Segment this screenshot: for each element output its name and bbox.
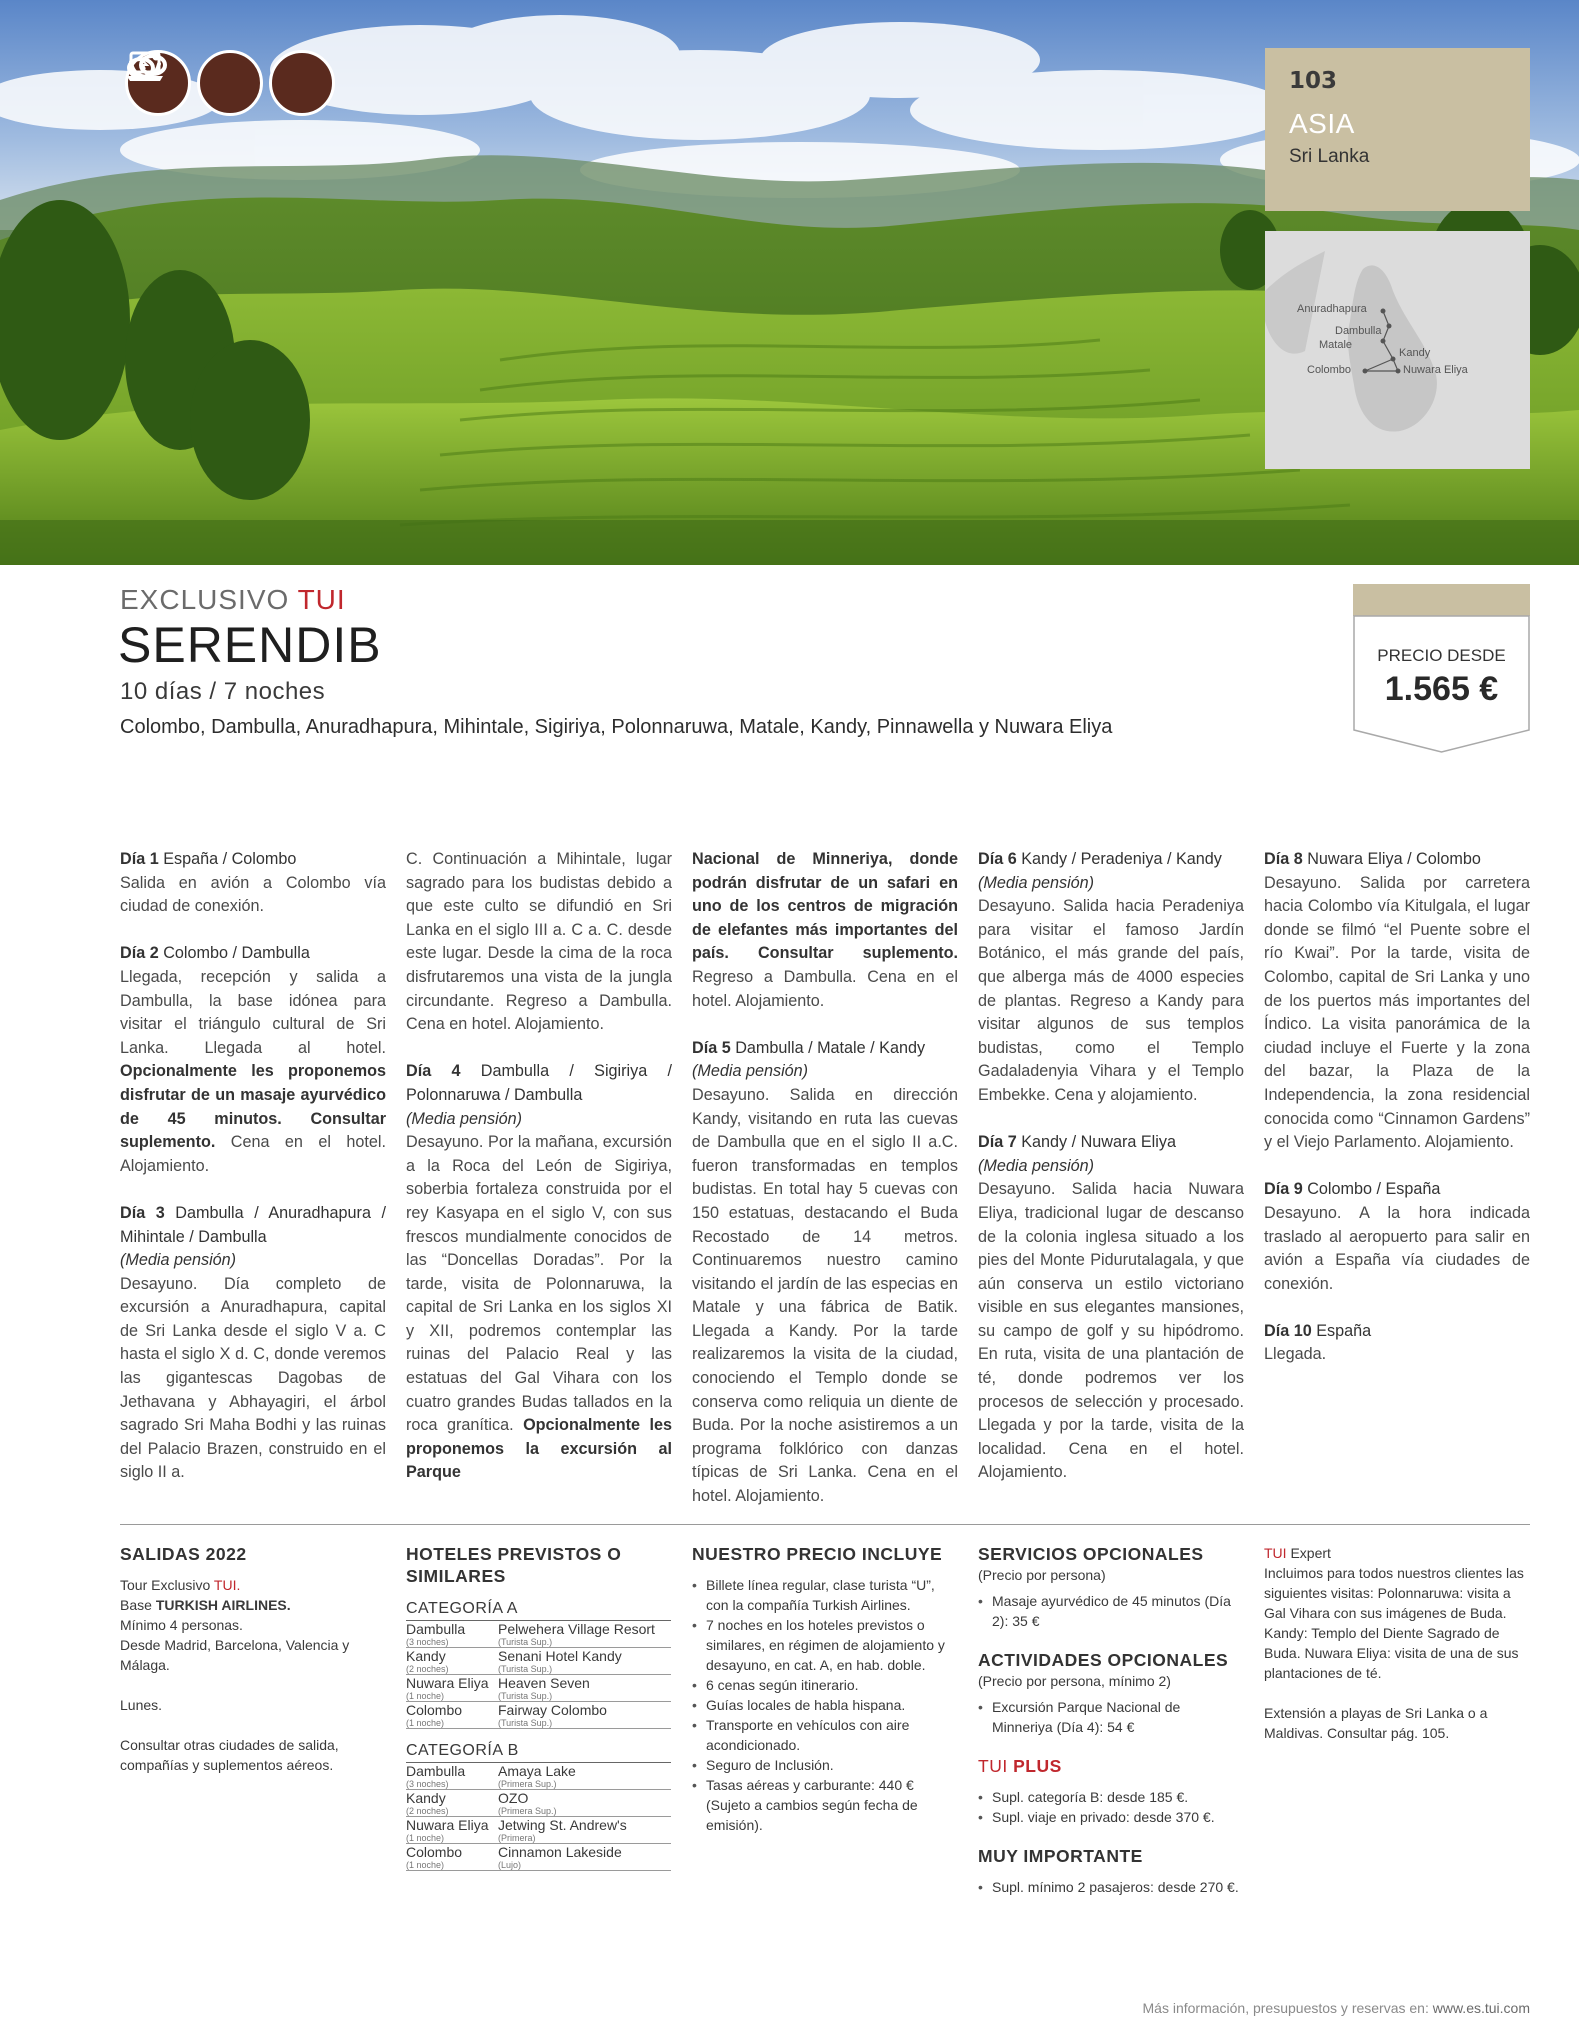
- day-title: Nuwara Eliya / Colombo: [1307, 850, 1481, 868]
- hotel-name-cell: [498, 1648, 671, 1675]
- map-label-colombo: Colombo: [1307, 364, 1352, 376]
- itinerary-day-3: [120, 1202, 386, 1485]
- tui-plus-word: PLUS: [1013, 1756, 1062, 1776]
- hotel-row: [406, 1844, 671, 1871]
- day-text: C. Continuación a Mihintale, lugar sagrado para los budistas debido a que este culto se difundió en Sri Lanka en el siglo III a. C a. C. desde este lugar. Desde la cima de la roca disfrutaremos una vista de la jungla circundante. Regreso a Dambulla. Cena en hotel. Alojamiento.: [406, 850, 672, 1034]
- page-title: SERENDIB: [118, 617, 382, 673]
- hotel-row: [406, 1702, 671, 1729]
- hotel-city-cell: [406, 1790, 498, 1817]
- day-title: Dambulla / Sigiriya / Polonnaruwa / Dambulla: [406, 1062, 672, 1104]
- day-text: Cena en el hotel. Alojamiento.: [120, 1133, 386, 1175]
- price-label: PRECIO DESDE: [1377, 646, 1506, 665]
- map-label-matale: Matale: [1319, 339, 1353, 351]
- important-heading: MUY IMPORTANTE: [978, 1846, 1143, 1866]
- meal-plan: (Media pensión): [978, 1156, 1095, 1175]
- hotel-city-cell: [406, 1702, 498, 1729]
- route-map: [1265, 231, 1530, 469]
- map-label-anuradhapura: Anuradhapura: [1297, 303, 1367, 315]
- hotel-city: Kandy: [406, 1790, 446, 1806]
- hotel-category: (Primera): [498, 1833, 536, 1843]
- optional-services-heading: SERVICIOS OPCIONALES: [978, 1544, 1204, 1564]
- includes-heading: NUESTRO PRECIO INCLUYE: [692, 1544, 943, 1564]
- day-number: Día 9: [1264, 1180, 1303, 1199]
- day-text: Regreso a Dambulla. Cena en el hotel. Alojamiento.: [692, 967, 958, 1010]
- hotel-category: (Primera Sup.): [498, 1779, 557, 1789]
- day-text: Desayuno. Por la mañana, excursión a la Roca del León de Sigiriya, soberbia fortaleza construida por el rey Kasyapa en el siglo V, con sus frescos mundialmente conocidos de las “Doncellas Doradas”. Por la tarde, visita de Polonnaruwa, la capital de Sri Lanka en los siglos XI y XII, podremos contemplar las ruinas del Palacio Real y las estatuas del Gal Vihara con los cuatro grandes Budas tallados en la roca granítica.: [406, 1133, 672, 1435]
- tui-expert-text: Incluimos para todos nuestros clientes las siguientes visitas: Polonnaruwa: visita a Gal Vihara con sus imágenes de Buda. Kandy: Templo del Diente Sagrado de Buda. Nuwara Eliya: visita de una de sus plantaciones de té.: [1264, 1565, 1524, 1681]
- day-text: Desayuno. Salida hacia Peradeniya para visitar el famoso Jardín Botánico, el más grande del país, que alberga más de 4000 especies de plantas. Regreso a Kandy para visitar algunos de sus templos budistas, como el Templo Gadaladenyia Vihara y el Templo Embekke. Cena y alojamiento.: [978, 897, 1244, 1104]
- hotel-nights: (1 noche): [406, 1718, 445, 1728]
- itinerary-column-4: [978, 848, 1244, 1509]
- departures-days: Lunes.: [120, 1697, 163, 1713]
- list-item: • Billete línea regular, clase turista “U”, con la compañía Turkish Airlines.: [692, 1575, 957, 1615]
- day-text: Desayuno. Día completo de excursión a Anuradhapura, capital de Sri Lanka desde el siglo V a. C hasta el siglo X d. C, donde veremos las gigantescas Dagobas de Jethavana y Abhayagiri, el árbol sagrado Sri Maha Bodhi y las ruinas del Palacio Brazen, construido en el siglo II a.: [120, 1274, 386, 1482]
- hotel-name-cell: [498, 1790, 671, 1817]
- list-item: • Seguro de Inclusión.: [692, 1755, 957, 1775]
- hotel-nights: (1 noche): [406, 1860, 445, 1870]
- itinerary-day-2: [120, 942, 386, 1178]
- region-label: ASIA: [1289, 108, 1355, 139]
- hotel-name: OZO: [498, 1790, 529, 1806]
- itinerary-day-3-cont: [406, 848, 672, 1037]
- hotel-row: [406, 1790, 671, 1817]
- day-title: España: [1316, 1321, 1372, 1340]
- itinerary-column-3: [692, 848, 958, 1532]
- tui-logo-icon: [269, 50, 335, 116]
- category-a-table: [406, 1621, 671, 1729]
- departures-cities: Desde Madrid, Barcelona, Valencia y Málaga.: [120, 1637, 350, 1673]
- hotel-nights: (3 noches): [406, 1637, 449, 1647]
- meal-plan: (Media pensión): [406, 1109, 523, 1128]
- day-highlight: Opcionalmente les proponemos disfrutar de un masaje ayurvédico de 45 minutos. Consultar suplemento.: [120, 1062, 386, 1152]
- itinerary-day-5: [692, 1037, 958, 1509]
- kicker-brand: TUI: [297, 584, 346, 615]
- day-title: Kandy / Nuwara Eliya: [1021, 1133, 1176, 1152]
- hotel-name: Jetwing St. Andrew's: [498, 1817, 627, 1833]
- map-label-nuwara-eliya: Nuwara Eliya: [1403, 364, 1468, 376]
- map-label-kandy: Kandy: [1399, 347, 1431, 359]
- hotel-category: (Turista Sup.): [498, 1718, 553, 1728]
- day-text: Desayuno. Salida hacia Nuwara Eliya, tradicional lugar de descanso de la colonia inglesa situado a los pies del Monte Pidurutalagala, y que aún conserva un estilo victoriano visible en sus elegantes mansiones, su campo de golf y su hipódromo. En ruta, visita de una plantación de té, donde podremos ver los procesos de selección y procesado. Llegada y por la tarde, visita de la localidad. Cena en el hotel. Alojamiento.: [978, 1180, 1244, 1482]
- tui-expert-section: [1264, 1543, 1530, 1743]
- departures-tour: [120, 1575, 360, 1595]
- list-item: • Supl. viaje en privado: desde 370 €.: [978, 1807, 1243, 1827]
- hotel-nights: (1 noche): [406, 1833, 445, 1843]
- day-text: Desayuno. Salida en dirección Kandy, visitando en ruta las cuevas de Dambulla que en el siglo II a.C. fueron transformadas en templos budistas. En total hay 5 cuevas con 150 estatuas, destacando el Buda Recostado de 14 metros. Continuaremos nuestro camino visitando el jardín de las especias en Matale y una fábrica de Batik. Llegada a Kandy. Por la tarde realizaremos la visita de la ciudad, conociendo el Templo donde se conserva como reliquia un diente de Buda. Por la noche asistiremos a un programa folklórico con danzas típicas de Sri Lanka. Cena en el hotel. Alojamiento.: [692, 1085, 958, 1506]
- hotel-name: Fairway Colombo: [498, 1702, 607, 1718]
- itinerary-day-7: [978, 1131, 1244, 1485]
- hotel-name-cell: [498, 1844, 671, 1871]
- day-text: Llegada, recepción y salida a Dambulla, la base idónea para visitar el triángulo cultural de Sri Lanka. Llegada al hotel.: [120, 967, 386, 1057]
- hotel-category: (Turista Sup.): [498, 1691, 553, 1701]
- tui-plus-heading: [978, 1755, 1243, 1777]
- destination-box: [1265, 48, 1530, 211]
- hotel-row: [406, 1763, 671, 1790]
- day-title: Dambulla / Anuradhapura / Mihintale / Dambulla: [120, 1203, 386, 1246]
- tui-plus-brand: TUI: [978, 1756, 1008, 1776]
- hotel-city-cell: [406, 1817, 498, 1844]
- hotel-city-cell: [406, 1621, 498, 1648]
- optional-services-list: [978, 1591, 1243, 1631]
- hotel-nights: (1 noche): [406, 1691, 445, 1701]
- hotel-city-cell: [406, 1844, 498, 1871]
- list-item: • 6 cenas según itinerario.: [692, 1675, 957, 1695]
- hotel-city: Nuwara Eliya: [406, 1817, 489, 1833]
- hotel-category: (Turista Sup.): [498, 1637, 553, 1647]
- tour-prefix: Tour Exclusivo: [120, 1577, 211, 1593]
- hotel-row: [406, 1817, 671, 1844]
- important-list: [978, 1877, 1243, 1897]
- hotel-nights: (2 noches): [406, 1664, 449, 1674]
- day-number: Día 7: [978, 1133, 1017, 1152]
- day-text: Llegada.: [1264, 1345, 1327, 1364]
- hotel-name: Senani Hotel Kandy: [498, 1648, 622, 1664]
- category-b-heading: CATEGORÍA B: [406, 1741, 671, 1763]
- includes-section: [692, 1543, 957, 1835]
- tui-expert-heading: [1264, 1543, 1530, 1563]
- hotel-city: Dambulla: [406, 1621, 466, 1637]
- day-number: Día 2: [120, 944, 159, 963]
- day-highlight: Nacional de Minneriya, donde podrán disfrutar de un safari en uno de los centros de migración de elefantes más importantes del país. Consultar suplemento.: [692, 850, 958, 963]
- program-kicker: [120, 584, 346, 616]
- day-number: Día 3: [120, 1203, 165, 1222]
- price-badge: [1353, 584, 1530, 754]
- list-item: • Tasas aéreas y carburante: 440 € (Sujeto a cambios según fecha de emisión).: [692, 1775, 957, 1835]
- itinerary-day-4-cont: [692, 848, 958, 1013]
- day-number: Día 4: [406, 1062, 461, 1081]
- trip-duration: 10 días / 7 noches: [120, 678, 326, 705]
- base-prefix: Base: [120, 1597, 152, 1613]
- hotels-heading: HOTELES PREVISTOS O SIMILARES: [406, 1544, 622, 1586]
- category-a-heading: CATEGORÍA A: [406, 1599, 671, 1621]
- list-item: • Transporte en vehículos con aire acondicionado.: [692, 1715, 957, 1755]
- hotel-category: (Turista Sup.): [498, 1664, 553, 1674]
- hotel-name-cell: [498, 1763, 671, 1790]
- hotel-category: (Lujo): [498, 1860, 522, 1870]
- hotel-name-cell: [498, 1817, 671, 1844]
- hotel-city: Dambulla: [406, 1763, 466, 1779]
- hotel-nights: (2 noches): [406, 1806, 449, 1816]
- hotel-name: Cinnamon Lakeside: [498, 1844, 622, 1860]
- itinerary-day-9: [1264, 1178, 1530, 1296]
- meal-plan: (Media pensión): [978, 873, 1095, 892]
- day-title: Colombo / Dambulla: [163, 944, 310, 963]
- hotels-section: [406, 1543, 671, 1871]
- hotel-name: Amaya Lake: [498, 1763, 576, 1779]
- map-label-dambulla: Dambulla: [1335, 325, 1382, 337]
- departures-note: Consultar otras ciudades de salida, compañías y suplementos aéreos.: [120, 1737, 339, 1773]
- hotel-city: Colombo: [406, 1844, 463, 1860]
- itinerary-day-10: [1264, 1320, 1530, 1367]
- optional-section: [978, 1543, 1243, 1897]
- footer-url[interactable]: www.es.tui.com: [1432, 2000, 1530, 2016]
- day-number: Día 8: [1264, 850, 1303, 868]
- list-item: • Excursión Parque Nacional de Minneriya (Día 4): 54 €: [978, 1697, 1243, 1737]
- hotel-name: Heaven Seven: [498, 1675, 590, 1691]
- optional-services-sub: (Precio por persona): [978, 1567, 1106, 1583]
- meal-plan: (Media pensión): [120, 1251, 237, 1270]
- hotel-name: Pelwehera Village Resort: [498, 1621, 655, 1637]
- departures-minimum: Mínimo 4 personas.: [120, 1617, 243, 1633]
- rings-icon: [197, 50, 263, 116]
- hotel-city-cell: [406, 1675, 498, 1702]
- list-item: • Masaje ayurvédico de 45 minutos (Día 2): 35 €: [978, 1591, 1243, 1631]
- hotel-row: [406, 1621, 671, 1648]
- meal-plan: (Media pensión): [692, 1062, 809, 1081]
- day-title: Kandy / Peradeniya / Kandy: [1021, 850, 1222, 868]
- kicker-prefix: EXCLUSIVO: [120, 584, 290, 615]
- base-airline: TURKISH AIRLINES.: [155, 1597, 291, 1613]
- hotel-nights: (3 noches): [406, 1779, 449, 1789]
- day-title: España / Colombo: [163, 850, 297, 868]
- footer: [1000, 2000, 1530, 2016]
- category-b-table: [406, 1763, 671, 1871]
- itinerary-column-2: [406, 848, 672, 1509]
- tour-brand: TUI.: [213, 1577, 241, 1593]
- hero-image: [0, 0, 1579, 565]
- itinerary-day-4: [406, 1060, 672, 1485]
- optional-activities-list: [978, 1697, 1243, 1737]
- itinerary-day-1: [120, 848, 386, 919]
- hotel-city-cell: [406, 1648, 498, 1675]
- hotel-row: [406, 1648, 671, 1675]
- tui-expert-word: Expert: [1290, 1545, 1331, 1561]
- hotel-city-cell: [406, 1763, 498, 1790]
- hotel-category: (Primera Sup.): [498, 1806, 557, 1816]
- list-item: • Guías locales de habla hispana.: [692, 1695, 957, 1715]
- list-item: • Supl. mínimo 2 pasajeros: desde 270 €.: [978, 1877, 1243, 1897]
- itinerary-day-6: [978, 848, 1244, 1108]
- page-number: 103: [1289, 68, 1338, 94]
- trip-route: Colombo, Dambulla, Anuradhapura, Mihintale, Sigiriya, Polonnaruwa, Matale, Kandy, Pinnawella y Nuwara Eliya: [120, 716, 1113, 738]
- list-item: • 7 noches en los hoteles previstos o similares, en régimen de alojamiento y desayuno, en cat. A, en hab. doble.: [692, 1615, 957, 1675]
- sri-lanka-map: [1265, 231, 1530, 469]
- country-label: Sri Lanka: [1289, 146, 1370, 167]
- hotel-name-cell: [498, 1702, 671, 1729]
- day-text: Desayuno. A la hora indicada traslado al aeropuerto para salir en avión a España vía ciudades de conexión.: [1264, 1203, 1530, 1293]
- list-item: • Supl. categoría B: desde 185 €.: [978, 1787, 1243, 1807]
- includes-list: [692, 1575, 957, 1835]
- departures-base: [120, 1595, 360, 1615]
- optional-activities-sub: (Precio por persona, mínimo 2): [978, 1673, 1171, 1689]
- footer-text: Más información, presupuestos y reservas en:: [1142, 2000, 1429, 2016]
- day-number: Día 5: [692, 1038, 731, 1057]
- day-highlight: Opcionalmente les proponemos la excursión al Parque: [406, 1416, 673, 1482]
- hotel-city: Nuwara Eliya: [406, 1675, 489, 1691]
- price-value: 1.565 €: [1384, 670, 1499, 708]
- hotel-city: Kandy: [406, 1648, 446, 1664]
- day-text: Salida en avión a Colombo vía ciudad de conexión.: [120, 873, 386, 916]
- day-text: Desayuno. Salida por carretera hacia Colombo vía Kitulgala, el lugar donde se filmó “el Puente sobre el río Kwai”. Por la tarde, visita de Colombo, capital de Sri Lanka y uno de los puertos más importantes del Índico. La visita panorámica de la ciudad incluye el Fuerte y la zona del bazar, la Plaza de la Independencia, la zona residencial conocida como “Cinnamon Gardens” y el Viejo Parlamento. Alojamiento.: [1264, 873, 1530, 1152]
- extension-note: Extensión a playas de Sri Lanka o a Maldivas. Consultar pág. 105.: [1264, 1705, 1488, 1741]
- itinerary-column-1: [120, 848, 386, 1509]
- tui-plus-list: [978, 1787, 1243, 1827]
- day-number: Día 10: [1264, 1321, 1312, 1340]
- day-number: Día 6: [978, 850, 1017, 868]
- itinerary-day-8: [1264, 848, 1530, 1155]
- day-number: Día 1: [120, 850, 159, 868]
- itinerary-column-5: [1264, 848, 1530, 1391]
- tui-expert-brand: TUI: [1264, 1545, 1287, 1561]
- departures-heading: SALIDAS 2022: [120, 1544, 247, 1564]
- day-title: Dambulla / Matale / Kandy: [735, 1038, 926, 1057]
- hotel-city: Colombo: [406, 1702, 463, 1718]
- departures-section: [120, 1543, 360, 1775]
- hotel-name-cell: [498, 1675, 671, 1702]
- optional-activities-heading: ACTIVIDADES OPCIONALES: [978, 1650, 1229, 1670]
- section-divider: [120, 1524, 1530, 1525]
- hotel-name-cell: [498, 1621, 671, 1648]
- hotel-row: [406, 1675, 671, 1702]
- feature-icons: [125, 50, 335, 116]
- day-title: Colombo / España: [1307, 1180, 1441, 1199]
